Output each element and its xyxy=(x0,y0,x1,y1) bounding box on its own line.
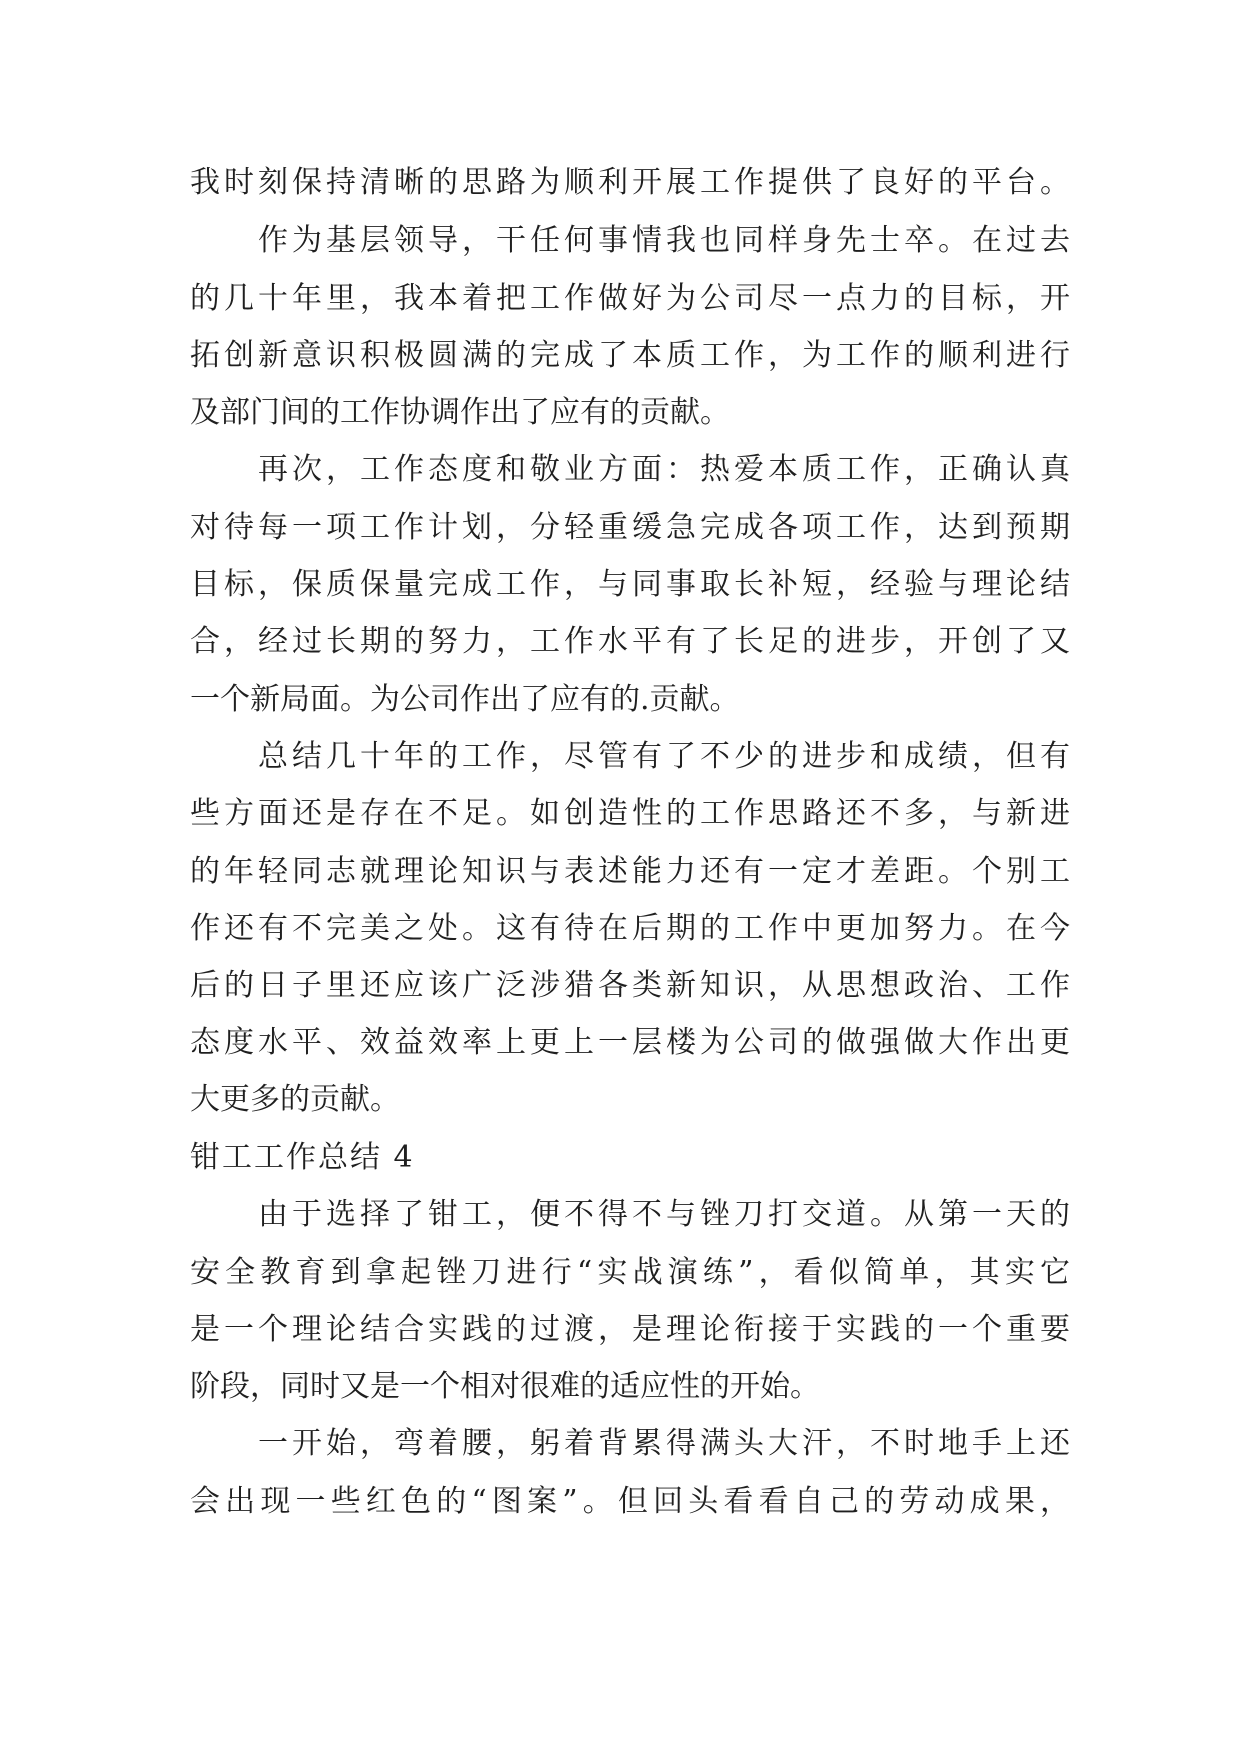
section-heading: 钳工工作总结 4 xyxy=(190,1140,415,1175)
text-line: 态度水平、效益效率上更上一层楼为公司的做强做大作出更 xyxy=(190,1025,1070,1060)
text-line: 对待每一项工作计划，分轻重缓急完成各项工作，达到预期 xyxy=(190,510,1070,545)
text-line: 一个新局面。为公司作出了应有的.贡献。 xyxy=(190,682,740,717)
text-line: 安全教育到拿起锉刀进行“实战演练”，看似简单，其实它 xyxy=(190,1255,1070,1290)
text-line: 后的日子里还应该广泛涉猎各类新知识，从思想政治、工作 xyxy=(190,968,1070,1003)
text-line: 的几十年里，我本着把工作做好为公司尽一点力的目标，开 xyxy=(190,281,1070,316)
text-line: 合，经过长期的努力，工作水平有了长足的进步，开创了又 xyxy=(190,624,1070,659)
paragraph-first-line: 一开始，弯着腰，躬着背累得满头大汗，不时地手上还 xyxy=(258,1426,1070,1461)
text-line: 目标，保质保量完成工作，与同事取长补短，经验与理论结 xyxy=(190,567,1070,602)
paragraph-first-line: 由于选择了钳工，便不得不与锉刀打交道。从第一天的 xyxy=(258,1197,1070,1232)
text-line: 些方面还是存在不足。如创造性的工作思路还不多，与新进 xyxy=(190,796,1070,831)
text-line: 作还有不完美之处。这有待在后期的工作中更加努力。在今 xyxy=(190,911,1070,946)
text-line: 我时刻保持清晰的思路为顺利开展工作提供了良好的平台。 xyxy=(190,165,1070,200)
paragraph-first-line: 总结几十年的工作，尽管有了不少的进步和成绩，但有 xyxy=(258,739,1070,774)
paragraph-first-line: 再次，工作态度和敬业方面：热爱本质工作，正确认真 xyxy=(258,452,1070,487)
text-line: 拓创新意识积极圆满的完成了本质工作，为工作的顺利进行 xyxy=(190,338,1070,373)
text-line: 是一个理论结合实践的过渡，是理论衔接于实践的一个重要 xyxy=(190,1312,1070,1347)
text-line: 会出现一些红色的“图案”。但回头看看自己的劳动成果， xyxy=(190,1484,1070,1519)
text-line: 大更多的贡献。 xyxy=(190,1082,400,1117)
text-line: 阶段，同时又是一个相对很难的适应性的开始。 xyxy=(190,1369,820,1404)
text-line: 及部门间的工作协调作出了应有的贡献。 xyxy=(190,395,730,430)
text-line: 的年轻同志就理论知识与表述能力还有一定才差距。个别工 xyxy=(190,854,1070,889)
paragraph-first-line: 作为基层领导，干任何事情我也同样身先士卒。在过去 xyxy=(258,223,1070,258)
